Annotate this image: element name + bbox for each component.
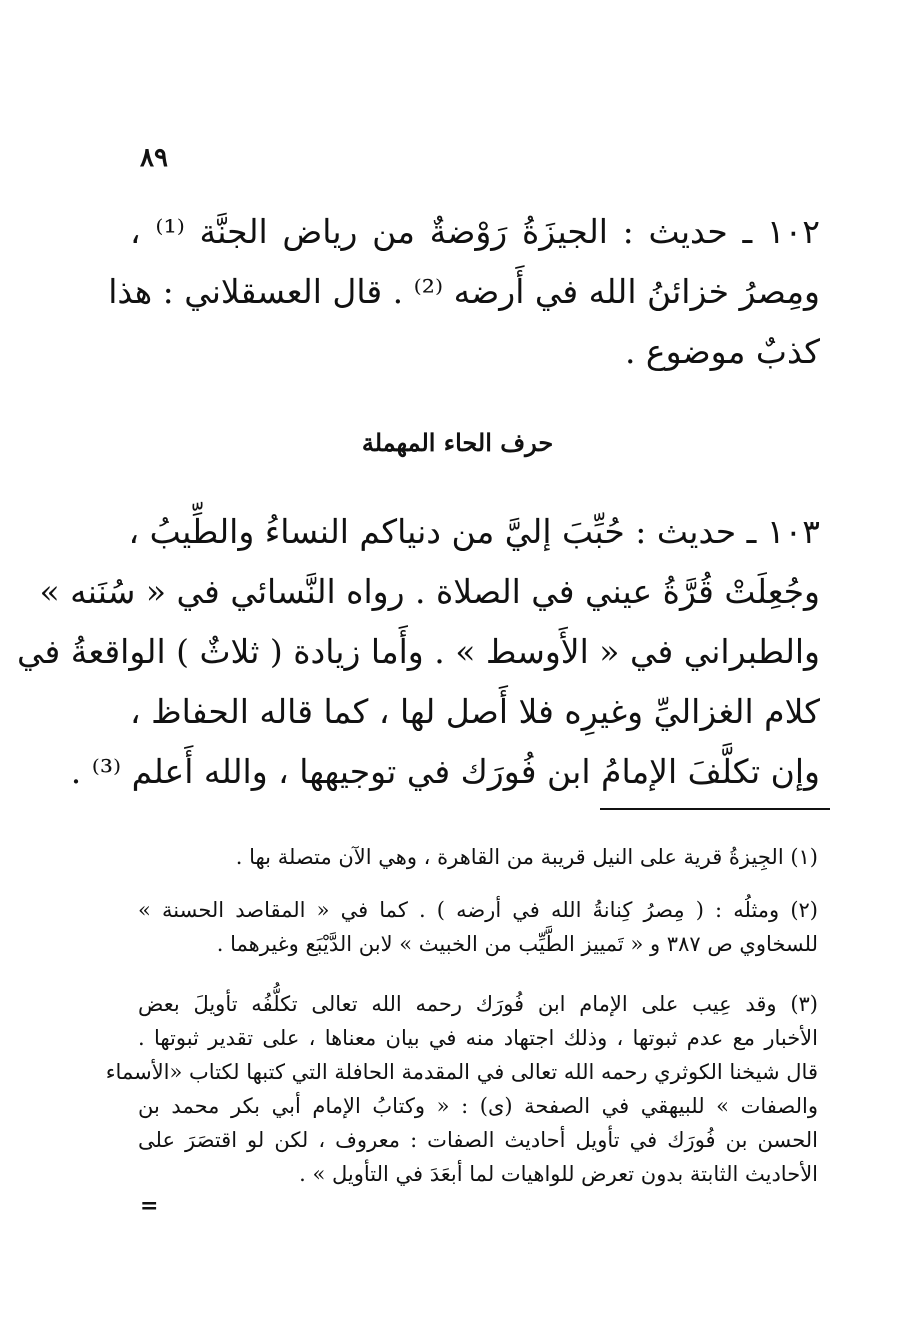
footnote-2-line-1: (٢) ومثلُه : ( مِصرُ كِنانةُ الله في أرضه ) . كما في « المقاصد الحسنة » [138,898,818,922]
footnote-2-line-2: للسخاوي ص ٣٨٧ و « تَمييز الطَّيِّب من الخبيث » لابن الدَّيْبَع وغيرهما . [216,932,818,956]
footnote-1-line-1: (١) الجِيزةُ قرية على النيل قريبة من القاهرة ، وهي الآن متصلة بها . [235,845,818,869]
footnote-3-line-1: (٣) وقد عِيب على الإمام ابن فُورَك رحمه الله تعالى تكلُّفُه تأويلَ بعض [138,992,818,1016]
footnote-3-line-5: الحسن بن فُورَك في تأويل أحاديث الصفات : معروف ، لكن لو اقتصَرَ على [138,1128,818,1152]
page-number: ٨٩ [140,143,168,173]
hadith-103-line-1: ١٠٣ ـ حديث : حُبِّبَ إليَّ من دنياكم النساءُ والطِّيبُ ، [128,512,820,551]
hadith-103-paragraph [17,502,820,802]
section-title: حرف الحاء المهملة [361,428,554,457]
footnote-1 [138,840,818,874]
hadith-102-line-2: ومِصرُ خزائنُ الله في أَرضه ⁽²⁾ . قال العسقلاني : هذا [108,272,820,311]
continuation-mark: = [140,1193,159,1219]
hadith-102-line-1: ١٠٢ ـ حديث : الجيزَةُ رَوْضةٌ من رياض الجنَّة ⁽¹⁾ ، [130,212,821,251]
footnote-3-line-4: والصفات » للبيهقي في الصفحة (ى) : « وكتابُ الإمام أبي بكر محمد بن [138,1094,818,1118]
footnote-3 [105,987,818,1191]
footnote-separator [600,808,830,810]
hadith-103-line-5: وإن تكلَّفَ الإمامُ ابن فُورَك في توجيهها ، والله أَعلم ⁽³⁾ . [70,752,820,791]
footnote-3-line-6: الأحاديث الثابتة بدون تعرض للواهيات لما أبعَدَ في التأويل » . [299,1162,818,1186]
footnote-3-line-2: الأخبار مع عدم ثبوتها ، وذلك اجتهاد منه في بيان معناها ، على تقدير ثبوتها . [138,1026,818,1050]
hadith-103-line-3: والطبراني في « الأَوسط » . وأَما زيادة ( ثلاثٌ ) الواقعةُ في [17,632,820,671]
footnote-3-line-3: قال شيخنا الكوثري رحمه الله تعالى في المقدمة الحافلة التي كتبها لكتاب «الأسماء [105,1060,818,1084]
hadith-103-line-2: وجُعِلَتْ قُرَّةُ عيني في الصلاة . رواه النَّسائي في « سُنَنه » [39,572,820,611]
footnote-2 [138,893,818,961]
hadith-102-line-3: كذبٌ موضوع . [624,332,820,371]
hadith-103-line-4: كلام الغزاليِّ وغيرِه فلا أَصل لها ، كما قاله الحفاظ ، [130,692,820,731]
hadith-102-paragraph [108,202,821,382]
